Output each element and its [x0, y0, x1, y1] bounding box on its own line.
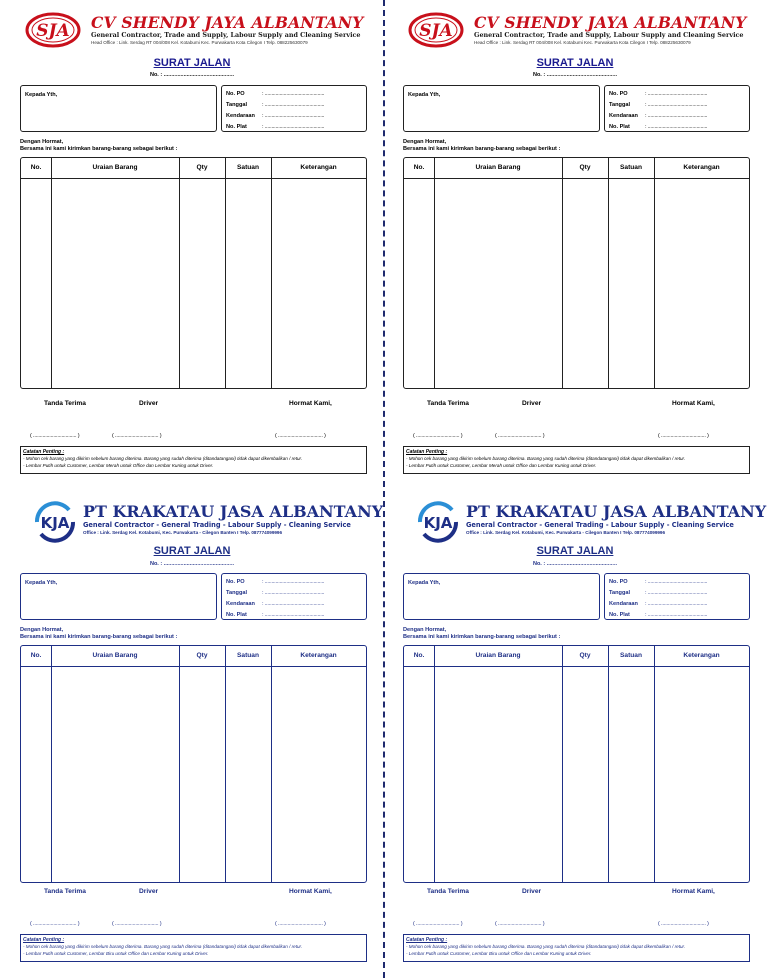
- sender-signature-label: Hormat Kami,: [289, 400, 332, 407]
- sender-signature-line: ( ................................. ): [658, 433, 709, 439]
- plate-field: No. Plat : ............................................: [226, 612, 325, 618]
- date-field: Tanggal : ............................................: [226, 590, 325, 596]
- receiver-signature-line: ( ................................ ): [413, 433, 463, 439]
- sender-signature-label: Hormat Kami,: [289, 888, 332, 895]
- document-title: SURAT JALAN: [536, 57, 614, 69]
- column-header-no: No.: [30, 652, 42, 659]
- receiver-signature-line: ( ................................ ): [30, 433, 80, 439]
- shipment-info-box: [221, 573, 367, 620]
- column-header-no: No.: [413, 164, 425, 171]
- kja-logo-icon: [31, 500, 79, 544]
- company-tagline: General Contractor, Trade and Supply, Labour Supply and Cleaning Service: [474, 31, 744, 39]
- logo-text: KJA: [423, 514, 453, 532]
- company-address: Head Office : Link. Serdag RT 004/008 Kel. Kotabumi Kec. Purwakarta Kota Cilegon I Telp. 088225630079: [474, 40, 691, 45]
- column-header-remarks: Keterangan: [300, 164, 337, 171]
- po-field: No. PO : ............................................: [609, 91, 708, 97]
- column-header-unit: Satuan: [620, 652, 642, 659]
- logo-text: SJA: [419, 21, 453, 41]
- column-header-description: Uraian Barang: [475, 652, 521, 659]
- intro-text: Dengan Hormat, Bersama ini kami kirimkan barang-barang sebagai berikut :: [20, 627, 178, 640]
- logo-text: KJA: [40, 514, 70, 532]
- sender-signature-label: Hormat Kami,: [672, 888, 715, 895]
- delivery-note-sja-right: [400, 4, 750, 488]
- sja-logo-icon: [408, 12, 464, 48]
- items-table: [20, 157, 367, 389]
- intro-text: Dengan Hormat, Bersama ini kami kirimkan barang-barang sebagai berikut :: [403, 627, 561, 640]
- column-header-no: No.: [30, 164, 42, 171]
- column-header-remarks: Keterangan: [683, 652, 720, 659]
- company-name: PT KRAKATAU JASA ALBANTANY: [83, 502, 384, 521]
- document-number: No. : ..............................................: [149, 72, 235, 78]
- intro-text: Dengan Hormat, Bersama ini kami kirimkan barang-barang sebagai berikut :: [20, 139, 178, 152]
- document-title: SURAT JALAN: [153, 57, 231, 69]
- receiver-signature-line: ( ................................ ): [413, 921, 463, 927]
- delivery-note-kja-right: [400, 490, 767, 974]
- plate-field: No. Plat : ............................................: [609, 612, 708, 618]
- date-field: Tanggal : ............................................: [609, 590, 708, 596]
- column-header-unit: Satuan: [237, 164, 259, 171]
- document-number: No. : ..............................................: [532, 561, 618, 567]
- shipment-info-box: [221, 85, 367, 132]
- sender-signature-line: ( ................................. ): [275, 921, 326, 927]
- company-tagline: General Contractor, Trade and Supply, Labour Supply and Cleaning Service: [91, 31, 361, 39]
- receiver-signature-label: Tanda Terima: [44, 888, 86, 895]
- company-address: Office : Link. Serdag Kel. Kotabumi, Kec. Purwakarta - Cilegon Banten I Telp. 087774099996: [466, 530, 666, 535]
- column-header-qty: Qty: [579, 164, 591, 171]
- kja-logo-icon: [414, 500, 462, 544]
- company-tagline: General Contractor - General Trading - Labour Supply - Cleaning Service: [466, 521, 734, 529]
- logo-text: SJA: [36, 21, 70, 41]
- shipment-info-box: [604, 85, 750, 132]
- recipient-box: [403, 85, 600, 132]
- po-field: No. PO : ............................................: [226, 579, 325, 585]
- cut-line: [383, 0, 385, 978]
- column-header-remarks: Keterangan: [300, 652, 337, 659]
- sender-signature-line: ( ................................. ): [658, 921, 709, 927]
- document-number: No. : ..............................................: [149, 561, 235, 567]
- driver-signature-label: Driver: [522, 888, 542, 895]
- driver-signature-label: Driver: [139, 888, 159, 895]
- vehicle-field: Kendaraan : ............................................: [226, 113, 325, 119]
- delivery-note-sja-left: [17, 4, 367, 488]
- document-title: SURAT JALAN: [536, 545, 614, 557]
- letterhead: [17, 490, 384, 540]
- company-name: CV SHENDY JAYA ALBANTANY: [474, 13, 747, 32]
- column-header-no: No.: [413, 652, 425, 659]
- company-name: CV SHENDY JAYA ALBANTANY: [91, 13, 364, 32]
- date-field: Tanggal : ............................................: [226, 102, 325, 108]
- vehicle-field: Kendaraan : ............................................: [609, 113, 708, 119]
- letterhead: [400, 4, 750, 54]
- recipient-box: [20, 573, 217, 620]
- items-table: [20, 645, 367, 883]
- document-number: No. : ..............................................: [532, 72, 618, 78]
- document-title: SURAT JALAN: [153, 545, 231, 557]
- company-name: PT KRAKATAU JASA ALBANTANY: [466, 502, 767, 521]
- driver-signature-line: ( ................................ ): [495, 921, 545, 927]
- letterhead: [17, 4, 367, 54]
- driver-signature-label: Driver: [139, 400, 159, 407]
- vehicle-field: Kendaraan : ............................................: [609, 601, 708, 607]
- vehicle-field: Kendaraan : ............................................: [226, 601, 325, 607]
- column-header-unit: Satuan: [620, 164, 642, 171]
- shipment-info-box: [604, 573, 750, 620]
- column-header-unit: Satuan: [237, 652, 259, 659]
- receiver-signature-line: ( ................................ ): [30, 921, 80, 927]
- delivery-note-kja-left: [17, 490, 384, 974]
- letterhead: [400, 490, 767, 540]
- recipient-label: Kepada Yth,: [408, 580, 441, 586]
- receiver-signature-label: Tanda Terima: [427, 888, 469, 895]
- items-table: [403, 645, 750, 883]
- recipient-label: Kepada Yth,: [25, 580, 58, 586]
- sender-signature-label: Hormat Kami,: [672, 400, 715, 407]
- date-field: Tanggal : ............................................: [609, 102, 708, 108]
- column-header-qty: Qty: [579, 652, 591, 659]
- plate-field: No. Plat : ............................................: [226, 124, 325, 130]
- column-header-description: Uraian Barang: [475, 164, 521, 171]
- receiver-signature-label: Tanda Terima: [44, 400, 86, 407]
- column-header-qty: Qty: [196, 164, 208, 171]
- important-note-box: Catatan Penting : - Mohon cek barang yang dikirim sebelum barang diterima. Barang yang sudah diterima (ditandatangani) tidak dapat dikembalikan / retur. - Lembar Putih untuk Customer, Lembar Biru untuk Office dan Lembar Kuning untuk Driver.: [403, 934, 750, 962]
- company-tagline: General Contractor - General Trading - Labour Supply - Cleaning Service: [83, 521, 351, 529]
- important-note-box: Catatan Penting : - Mohon cek barang yang dikirim sebelum barang diterima. Barang yang sudah diterima (ditandatangani) tidak dapat dikembalikan / retur. - Lembar Putih untuk Customer, Lembar Biru untuk Office dan Lembar Kuning untuk Driver.: [20, 934, 367, 962]
- receiver-signature-label: Tanda Terima: [427, 400, 469, 407]
- sender-signature-line: ( ................................. ): [275, 433, 326, 439]
- driver-signature-line: ( ................................ ): [495, 433, 545, 439]
- company-address: Head Office : Link. Serdag RT 004/008 Kel. Kotabumi Kec. Purwakarta Kota Cilegon I Telp. 088225630079: [91, 40, 308, 45]
- column-header-description: Uraian Barang: [92, 652, 138, 659]
- company-address: Office : Link. Serdag Kel. Kotabumi, Kec. Purwakarta - Cilegon Banten I Telp. 087774099996: [83, 530, 283, 535]
- po-field: No. PO : ............................................: [226, 91, 325, 97]
- intro-text: Dengan Hormat, Bersama ini kami kirimkan barang-barang sebagai berikut :: [403, 139, 561, 152]
- important-note-box: Catatan Penting : - Mohon cek barang yang dikirim sebelum barang diterima. Barang yang sudah diterima (ditandatangani) tidak dapat dikembalikan / retur. - Lembar Putih untuk Customer, Lembar Merah untuk Office dan Lembar Kuning untuk Driver.: [403, 446, 750, 474]
- column-header-description: Uraian Barang: [92, 164, 138, 171]
- items-table: [403, 157, 750, 389]
- sja-logo-icon: [25, 12, 81, 48]
- important-note-box: Catatan Penting : - Mohon cek barang yang dikirim sebelum barang diterima. Barang yang sudah diterima (ditandatangani) tidak dapat dikembalikan / retur. - Lembar Putih untuk Customer, Lembar Merah untuk Office dan Lembar Kuning untuk Driver.: [20, 446, 367, 474]
- recipient-label: Kepada Yth,: [408, 92, 441, 98]
- recipient-box: [20, 85, 217, 132]
- column-header-qty: Qty: [196, 652, 208, 659]
- plate-field: No. Plat : ............................................: [609, 124, 708, 130]
- po-field: No. PO : ............................................: [609, 579, 708, 585]
- recipient-box: [403, 573, 600, 620]
- driver-signature-line: ( ................................ ): [112, 433, 162, 439]
- driver-signature-line: ( ................................ ): [112, 921, 162, 927]
- driver-signature-label: Driver: [522, 400, 542, 407]
- column-header-remarks: Keterangan: [683, 164, 720, 171]
- recipient-label: Kepada Yth,: [25, 92, 58, 98]
